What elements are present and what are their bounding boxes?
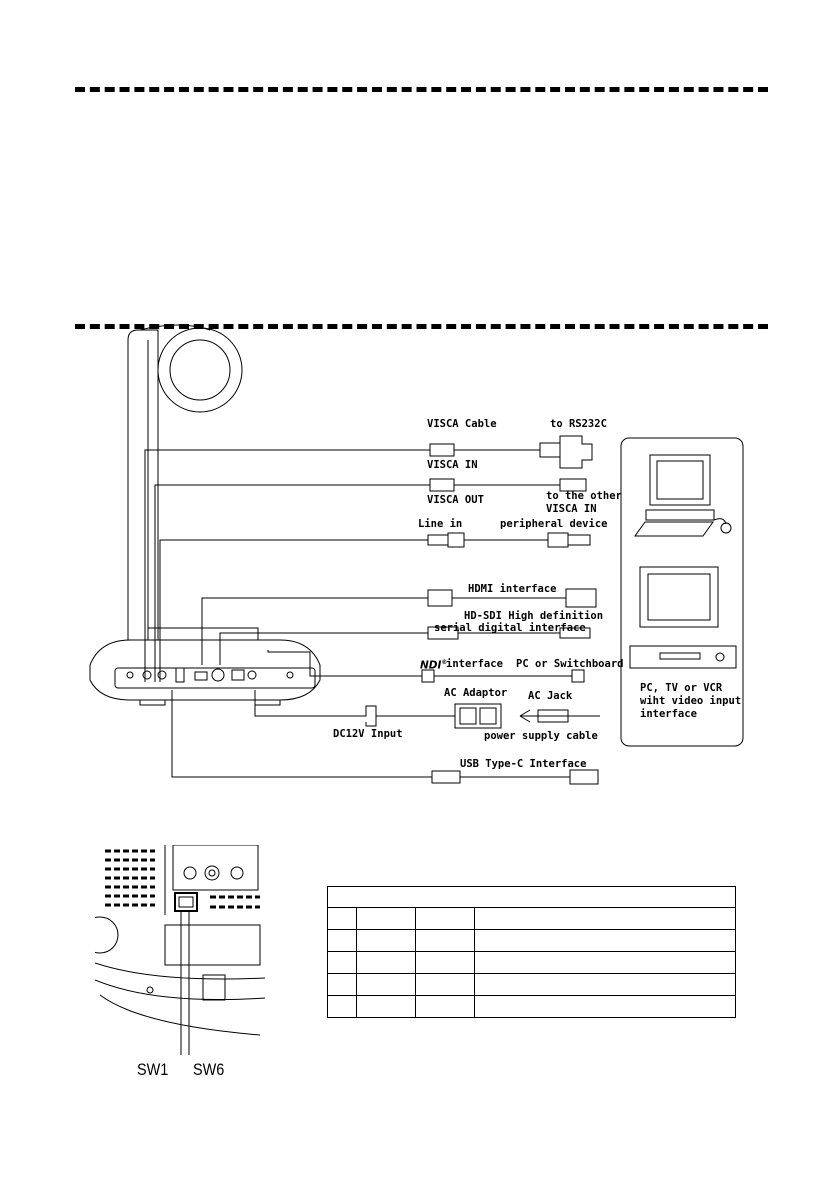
camera-lens-outer [158,328,242,412]
pc-switchboard-label: PC or Switchboard [516,658,624,670]
hdsdi-label-line1: HD-SDI High definition [464,610,604,622]
sw6-label: SW6 [193,1060,225,1079]
switch-location-figure [95,845,265,1055]
ndi-logo: NDI® [420,659,448,672]
visca-cable-label: VISCA Cable [427,418,497,430]
to-the-other-label: to the other [546,490,622,502]
ndi-interface-label: interface [446,658,503,670]
table-row [328,996,736,1018]
sw1-label: SW1 [137,1060,169,1079]
sdi-line [220,633,428,665]
dc12v-input-label: DC12V Input [333,728,403,740]
visca-in-label: VISCA IN [427,459,478,471]
visca-in-2-label: VISCA IN [546,503,597,515]
ac-adaptor-label: AC Adaptor [444,687,508,699]
peripheral-device-label: peripheral device [500,518,608,530]
ac-jack-label: AC Jack [528,690,573,702]
line-in-line [160,540,428,682]
table-row [328,908,736,930]
hdmi-interface-label: HDMI interface [468,583,557,595]
switch-settings-table [327,886,736,1018]
table-header-row [328,887,736,908]
table-row [328,974,736,996]
line-in-label: Line in [418,518,463,530]
table-row [328,952,736,974]
camera-stand [128,330,158,640]
pc-tv-vcr-label: PC, TV or VCR wiht video input interface [640,682,742,720]
table-row [328,930,736,952]
camera-base [90,640,320,700]
hdsdi-label-line2: serial digital interface [434,622,586,634]
vent-slots-left [105,851,155,905]
power-supply-cable-label: power supply cable [484,730,598,742]
dc-line [255,690,346,716]
visca-out-label: VISCA OUT [427,494,484,506]
to-rs232c-label: to RS232C [550,418,607,430]
usb-typec-label: USB Type-C Interface [460,758,587,770]
